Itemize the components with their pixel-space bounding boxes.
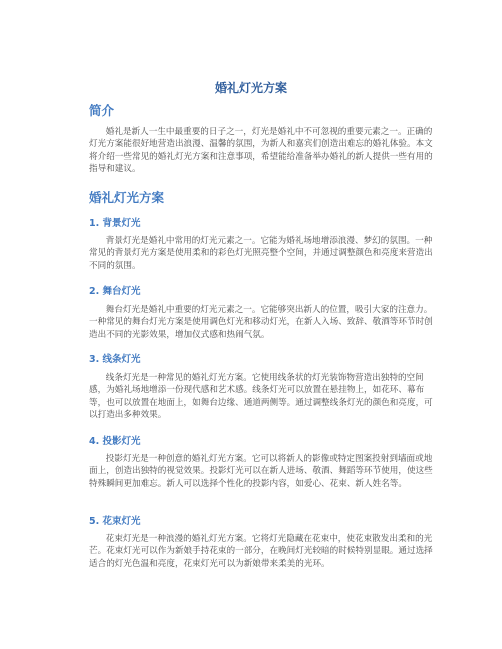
section-heading-stage-lighting: 2. 舞台灯光 (89, 286, 141, 297)
intro-paragraph: 婚礼是新人一生中最重要的日子之一，灯光是婚礼中不可忽视的重要元素之一。正确的灯光方案能很好地营造出浪漫、温馨的氛围，为新人和嘉宾们创造出难忘的婚礼体验。本文将介绍一些常见的婚礼灯光方案和注意事项，希望能给准备举办婚礼的新人提供一些有用的指导和建议。 (89, 127, 433, 175)
document-title: 婚礼灯光方案 (214, 81, 287, 95)
section-paragraph-bouquet-lighting: 花束灯光是一种浪漫的婚礼灯光方案。它将灯光隐藏在花束中，使花束散发出柔和的光芒。花束灯光可以作为新娘手持花束的一部分，在晚间灯光较暗的时候特别显眼。通过选择适合的灯光色温和亮度，花束灯光可以为新娘带来柔美的光环。 (89, 534, 433, 569)
section-paragraph-stage-lighting: 舞台灯光是婚礼中重要的灯光元素之一。它能够突出新人的位置，吸引大家的注意力。一种常见的舞台灯光方案是使用调色灯光和移动灯光，在新人入场、致辞、敬酒等环节时创造出不同的光影效果，增加仪式感和热闹气氛。 (89, 305, 433, 340)
section-heading-bouquet-lighting: 5. 花束灯光 (89, 516, 141, 527)
section-paragraph-projection-lighting: 投影灯光是一种创意的婚礼灯光方案。它可以将新人的影像或特定图案投射到墙面或地面上，创造出独特的视觉效果。投影灯光可以在新人进场、敬酒、舞蹈等环节使用，使这些特殊瞬间更加难忘。新人可以选择个性化的投影内容，如爱心、花束、新人姓名等。 (89, 454, 433, 489)
main-heading: 婚礼灯光方案 (89, 190, 165, 205)
section-paragraph-line-lighting: 线条灯光是一种常见的婚礼灯光方案。它使用线条状的灯光装饰物营造出独特的空间感，为婚礼场地增添一份现代感和艺术感。线条灯光可以放置在悬挂物上，如花环、幕布等，也可以放置在地面上，如舞台边缘、通道两侧等。通过调整线条灯光的颜色和亮度，可以打造出多种效果。 (89, 373, 433, 421)
section-heading-projection-lighting: 4. 投影灯光 (89, 436, 141, 447)
intro-heading: 简介 (89, 103, 115, 118)
section-heading-background-lighting: 1. 背景灯光 (89, 218, 141, 229)
section-paragraph-background-lighting: 背景灯光是婚礼中常用的灯光元素之一。它能为婚礼场地增添浪漫、梦幻的氛围。一种常见的背景灯光方案是使用柔和的彩色灯光照亮整个空间，并通过调整颜色和亮度来营造出不同的氛围。 (89, 236, 433, 271)
section-heading-line-lighting: 3. 线条灯光 (89, 354, 141, 365)
